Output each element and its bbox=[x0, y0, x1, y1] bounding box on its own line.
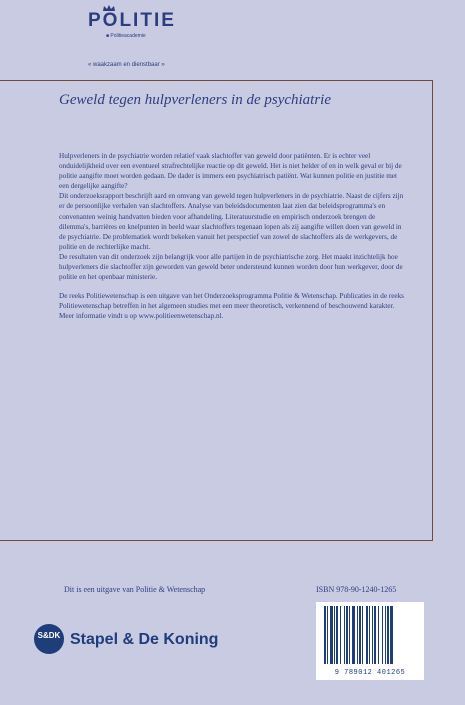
publisher-line: Dit is een uitgave van Politie & Wetenschap bbox=[64, 585, 206, 594]
book-title: Geweld tegen hulpverleners in de psychiatrie bbox=[59, 92, 332, 108]
blurb-paragraph: Hulpverleners in de psychiatrie worden relatief vaak slachtoffer van geweld door patiënten. Er is echter veel onduidelijkheid over een eventueel strafrechtelijke reactie op dit geweld. Het is niet helder of en in welk geval er bij de politie aangifte moet worden gedaan. De dader is immers een psychiatrisch patiënt. Wat kunnen politie en justitie met een dergelijke aangifte? bbox=[59, 152, 402, 191]
barcode-bar bbox=[336, 606, 338, 664]
barcode-bar bbox=[324, 606, 326, 664]
barcode-bar bbox=[359, 606, 361, 664]
barcode-bar bbox=[327, 606, 328, 664]
publisher-name: Stapel & De Koning bbox=[70, 631, 219, 648]
barcode-bar bbox=[385, 606, 386, 664]
barcode-bar bbox=[382, 606, 383, 664]
politie-logo bbox=[88, 4, 188, 44]
barcode-bar bbox=[362, 606, 363, 664]
barcode-bar bbox=[357, 606, 358, 664]
publisher-logo bbox=[34, 624, 234, 660]
barcode-bar bbox=[349, 606, 350, 664]
barcode-bars bbox=[322, 606, 418, 664]
barcode-bar bbox=[378, 606, 379, 664]
barcode-number: 9 789012 401265 bbox=[334, 669, 406, 677]
blurb-paragraph: De resultaten van dit onderzoek zijn belangrijk voor alle partijen in de psychiatrische zorg. Het maakt inzichtelijk hoe hulpverleners die slachtoffer zijn geworden van geweld beter ondersteund kunnen worden door hun werkgever, door de politie en het openbaar ministerie. bbox=[59, 252, 403, 282]
barcode-bar bbox=[334, 606, 335, 664]
barcode-bar bbox=[374, 606, 376, 664]
barcode bbox=[316, 602, 424, 680]
series-paragraph: De reeks Politiewetenschap is een uitgave van het Onderzoeksprogramma Politie & Wetenschap. Publicaties in de reeks Politiewetenschap betreffen in het algemeen studies met een meer theoretisch, verkennend of beschouwend karakter. Meer informatie vindt u op www.politieenwetenschap.nl. bbox=[59, 292, 404, 321]
isbn: ISBN 978-90-1240-1265 bbox=[316, 585, 397, 594]
logo-subtitle: ■ Politieacademie bbox=[106, 33, 146, 39]
blurb-text bbox=[59, 151, 404, 322]
barcode-bar bbox=[344, 606, 345, 664]
publisher-logo-mark: S&DK bbox=[34, 624, 64, 654]
barcode-bar bbox=[372, 606, 373, 664]
barcode-bar bbox=[352, 606, 355, 664]
barcode-bar bbox=[340, 606, 341, 664]
barcode-bar bbox=[366, 606, 368, 664]
barcode-bar bbox=[387, 606, 389, 664]
barcode-bar bbox=[390, 606, 393, 664]
motto: « waakzaam en dienstbaar » bbox=[88, 62, 165, 68]
barcode-bar bbox=[346, 606, 348, 664]
logo-wordmark: POLITIE bbox=[88, 10, 176, 31]
blurb-paragraph: Dit onderzoeksrapport beschrijft aard en omvang van geweld tegen hulpverleners in de psychiatrie. Naast de cijfers zijn er de persoonlijke verhalen van slachtoffers. Analyse van beleidsdocumenten laat zien dat beleidsprogramma's en convenanten weinig handvatten bieden voor afhandeling. Literatuurstudie en empirisch onderzoek brengen de dilemma's, barrières en knelpunten in beeld waar slachtoffers tegenaan lopen als zij aangifte willen doen van geweld in de psychiatrie. De problematiek wordt bekeken vanuit het perspectief van zowel de slachtoffers als de werkgevers, de politie en de rechterlijke macht. bbox=[59, 192, 404, 251]
barcode-bar bbox=[369, 606, 370, 664]
barcode-bar bbox=[330, 606, 333, 664]
